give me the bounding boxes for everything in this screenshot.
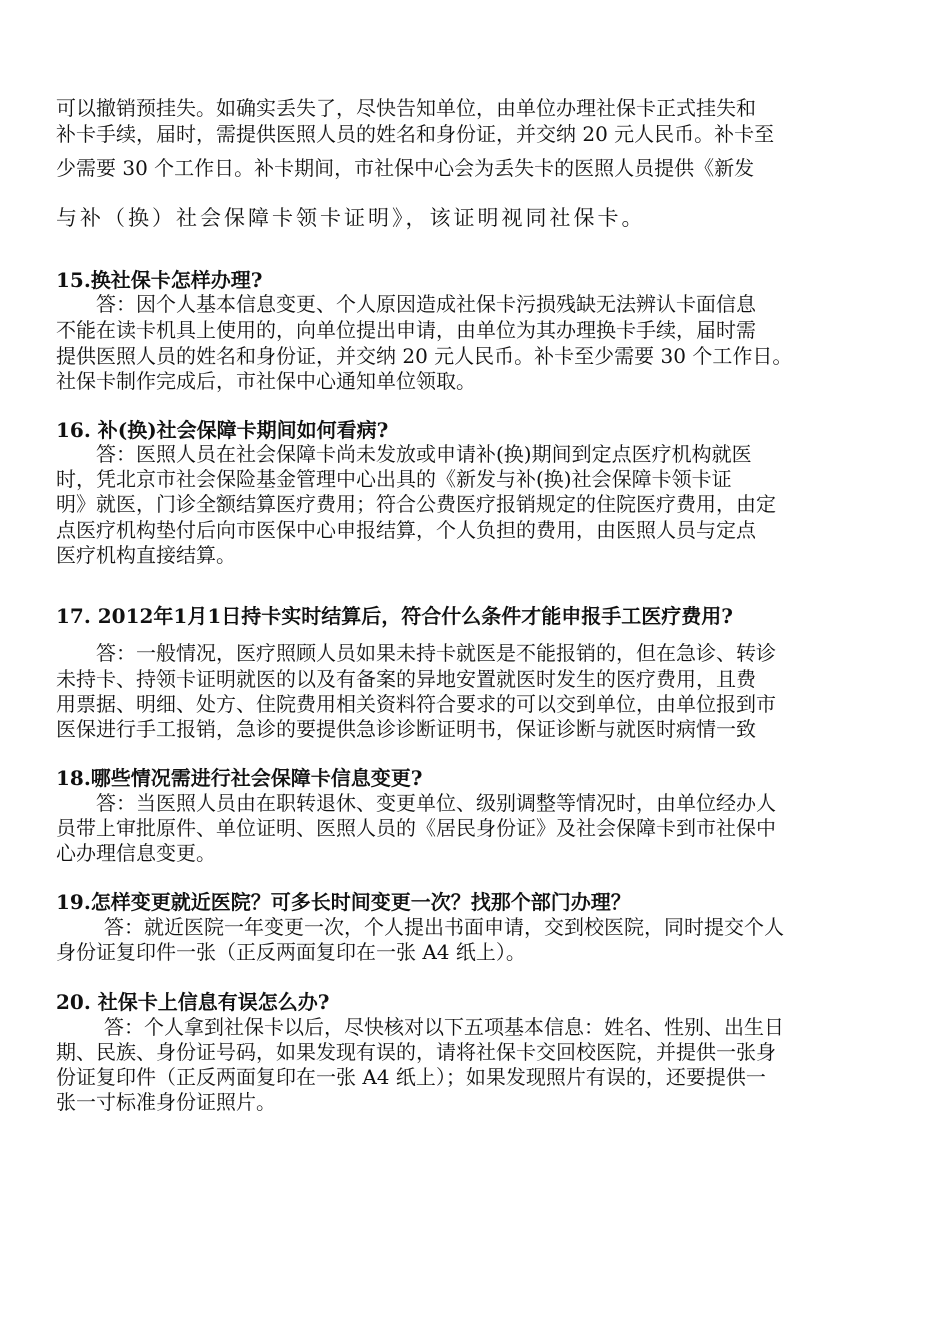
answer-line: 答：因个人基本信息变更、个人原因造成社保卡污损残缺无法辨认卡面信息	[96, 292, 756, 316]
intro-line: 与补（换）社会保障卡领卡证明》，该证明视同社保卡。	[56, 206, 646, 230]
intro-line: 可以撤销预挂失。如确实丢失了，尽快告知单位，由单位办理社保卡正式挂失和	[56, 96, 756, 120]
answer-line: 答：医照人员在社会保障卡尚未发放或申请补(换)期间到定点医疗机构就医	[96, 442, 752, 466]
question-15: 15.换社保卡怎样办理?	[56, 268, 263, 292]
question-20: 20. 社保卡上信息有误怎么办?	[56, 990, 330, 1014]
answer-line: 不能在读卡机具上使用的，向单位提出申请，由单位为其办理换卡手续，届时需	[56, 318, 756, 342]
answer-line: 社保卡制作完成后，市社保中心通知单位领取。	[56, 369, 476, 393]
answer-line: 答：就近医院一年变更一次，个人提出书面申请，交到校医院，同时提交个人	[104, 915, 784, 939]
answer-line: 答：个人拿到社保卡以后，尽快核对以下五项基本信息：姓名、性别、出生日	[104, 1015, 784, 1039]
question-17: 17. 2012年1月1日持卡实时结算后，符合什么条件才能申报手工医疗费用?	[56, 604, 733, 628]
question-19: 19.怎样变更就近医院？可多长时间变更一次？找那个部门办理？	[56, 890, 631, 914]
answer-line: 未持卡、持领卡证明就医的以及有备案的异地安置就医时发生的医疗费用，且费	[56, 667, 756, 691]
question-18: 18.哪些情况需进行社会保障卡信息变更?	[56, 766, 423, 790]
intro-line: 少需要 30 个工作日。补卡期间，市社保中心会为丢失卡的医照人员提供《新发	[56, 156, 755, 180]
answer-line: 明》就医，门诊全额结算医疗费用；符合公费医疗报销规定的住院医疗费用，由定	[56, 492, 776, 516]
answer-line: 心办理信息变更。	[56, 841, 216, 865]
answer-line: 点医疗机构垫付后向市医保中心申报结算，个人负担的费用，由医照人员与定点	[56, 518, 756, 542]
answer-line: 员带上审批原件、单位证明、医照人员的《居民身份证》及社会保障卡到市社保中	[56, 816, 776, 840]
answer-line: 期、民族、身份证号码，如果发现有误的，请将社保卡交回校医院，并提供一张身	[56, 1040, 776, 1064]
intro-line: 补卡手续，届时，需提供医照人员的姓名和身份证，并交纳 20 元人民币。补卡至	[56, 122, 775, 146]
answer-line: 份证复印件（正反两面复印在一张 A4 纸上）；如果发现照片有误的，还要提供一	[56, 1065, 766, 1089]
answer-line: 答：当医照人员由在职转退休、变更单位、级别调整等情况时，由单位经办人	[96, 791, 776, 815]
answer-line: 用票据、明细、处方、住院费用相关资料符合要求的可以交到单位，由单位报到市	[56, 692, 776, 716]
question-16: 16. 补(换)社会保障卡期间如何看病?	[56, 418, 389, 442]
answer-line: 时，凭北京市社会保险基金管理中心出具的《新发与补(换)社会保障卡领卡证	[56, 467, 732, 491]
answer-line: 医保进行手工报销，急诊的要提供急诊诊断证明书，保证诊断与就医时病情一致	[56, 717, 756, 741]
answer-line: 身份证复印件一张（正反两面复印在一张 A4 纸上）。	[56, 940, 526, 964]
answer-line: 答：一般情况，医疗照顾人员如果未持卡就医是不能报销的，但在急诊、转诊	[96, 641, 776, 665]
answer-line: 医疗机构直接结算。	[56, 543, 236, 567]
answer-line: 张一寸标准身份证照片。	[56, 1090, 276, 1114]
answer-line: 提供医照人员的姓名和身份证，并交纳 20 元人民币。补卡至少需要 30 个工作日。	[56, 344, 793, 368]
